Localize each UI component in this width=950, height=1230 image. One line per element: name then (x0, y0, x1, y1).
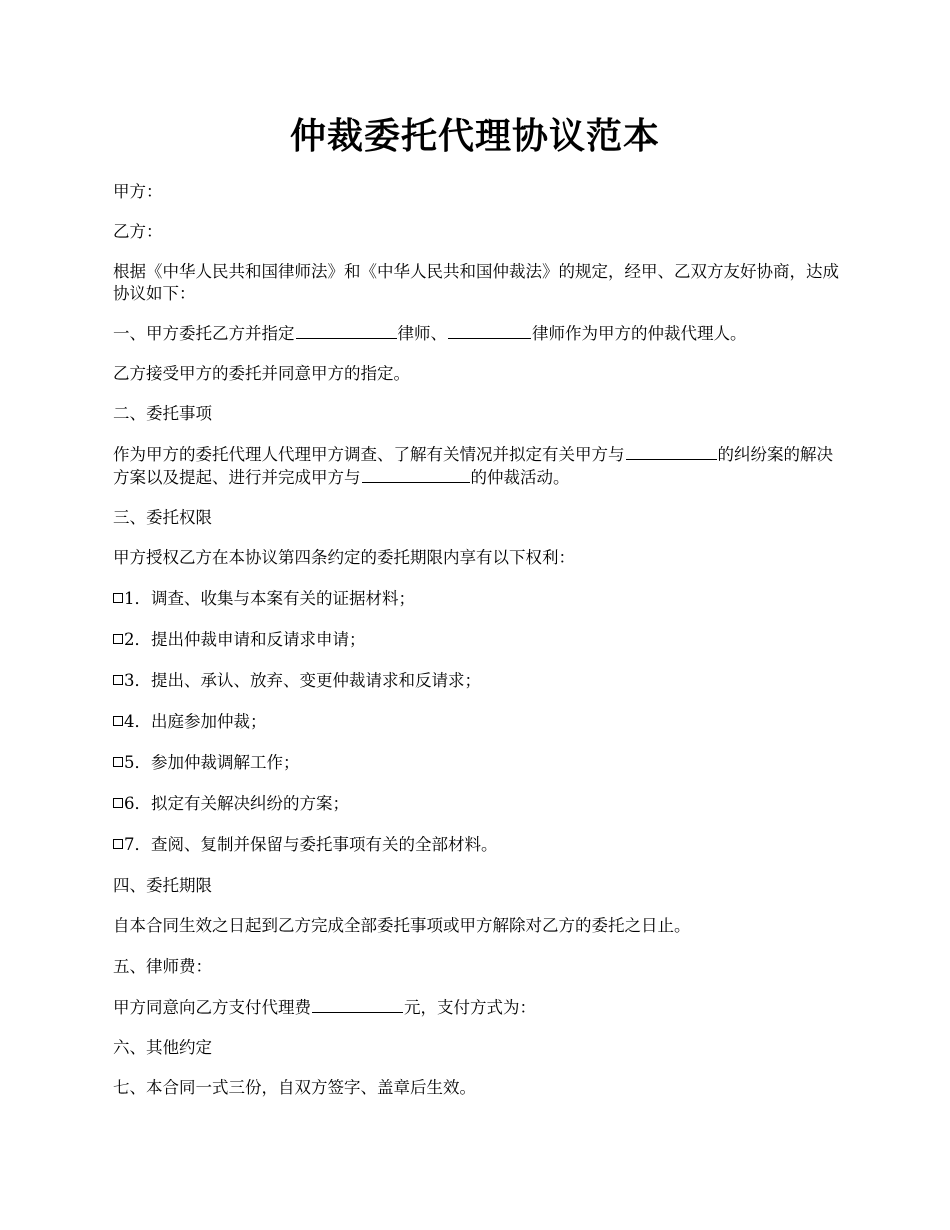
right-item (113, 793, 841, 815)
right-item (113, 711, 841, 733)
section-2-text-2: 的纠纷案的解决方案以及提起、进行并完成甲方与 (113, 445, 833, 487)
right-item (113, 670, 841, 692)
section-4-body: 自本合同生效之日起到乙方完成全部委托事项或甲方解除对乙方的委托之日止。 (113, 916, 691, 935)
section-2-body (113, 443, 841, 489)
right-item-text: 1．调查、收集与本案有关的证据材料； (124, 589, 415, 608)
right-item-text: 6．拟定有关解决纠纷的方案； (124, 794, 349, 813)
intro-paragraph: 根据《中华人民共和国律师法》和《中华人民共和国仲裁法》的规定，经甲、乙双方友好协商，达成协议如下： (113, 262, 839, 303)
section-2-text-1: 作为甲方的委托代理人代理甲方调查、了解有关情况并拟定有关甲方与 (113, 445, 625, 464)
right-item (113, 834, 841, 856)
right-item-text: 3．提出、承认、放弃、变更仲裁请求和反请求； (124, 671, 481, 690)
section-5-body (113, 996, 841, 1019)
fee-amount-blank[interactable] (312, 996, 403, 1013)
checkbox-icon[interactable] (113, 716, 123, 726)
checkbox-icon[interactable] (113, 839, 123, 849)
arbitration-party-blank[interactable] (362, 466, 470, 483)
checkbox-icon[interactable] (113, 757, 123, 767)
right-item-text: 2．提出仲裁申请和反请求申请； (124, 630, 366, 649)
right-item-text: 4．出庭参加仲裁； (124, 712, 267, 731)
section-7-text: 七、本合同一式三份，自双方签字、盖章后生效。 (113, 1078, 476, 1097)
checkbox-icon[interactable] (113, 675, 123, 685)
section-6-heading: 六、其他约定 (113, 1038, 212, 1057)
party-a-label: 甲方： (113, 182, 163, 201)
checkbox-icon[interactable] (113, 634, 123, 644)
clause-1 (113, 322, 841, 345)
lawyer-2-blank[interactable] (448, 322, 531, 339)
clause-1-text-1: 一、甲方委托乙方并指定 (113, 324, 295, 343)
lawyer-1-blank[interactable] (296, 322, 397, 339)
clause-1-text-2: 律师、 (397, 324, 447, 343)
section-3-heading: 三、委托权限 (113, 508, 212, 527)
checkbox-icon[interactable] (113, 798, 123, 808)
right-item (113, 629, 841, 651)
party-b-label: 乙方： (113, 222, 163, 241)
section-4-heading: 四、委托期限 (113, 876, 212, 895)
document-title: 仲裁委托代理协议范本 (289, 115, 660, 157)
clause-1-acceptance: 乙方接受甲方的委托并同意甲方的指定。 (113, 364, 410, 383)
right-item (113, 588, 841, 610)
section-5-heading: 五、律师费： (113, 957, 212, 976)
dispute-party-blank[interactable] (626, 443, 717, 460)
section-5-text-1: 甲方同意向乙方支付代理费 (113, 998, 311, 1017)
section-3-intro: 甲方授权乙方在本协议第四条约定的委托期限内享有以下权利： (113, 548, 575, 567)
checkbox-icon[interactable] (113, 593, 123, 603)
right-item-text: 7．查阅、复制并保留与委托事项有关的全部材料。 (124, 835, 498, 854)
section-5-text-2: 元，支付方式为： (404, 998, 536, 1017)
clause-1-text-3: 律师作为甲方的仲裁代理人。 (532, 324, 747, 343)
right-item-text: 5．参加仲裁调解工作； (124, 753, 300, 772)
section-2-text-3: 的仲裁活动。 (470, 468, 570, 487)
section-2-heading: 二、委托事项 (113, 404, 212, 423)
right-item (113, 752, 841, 774)
